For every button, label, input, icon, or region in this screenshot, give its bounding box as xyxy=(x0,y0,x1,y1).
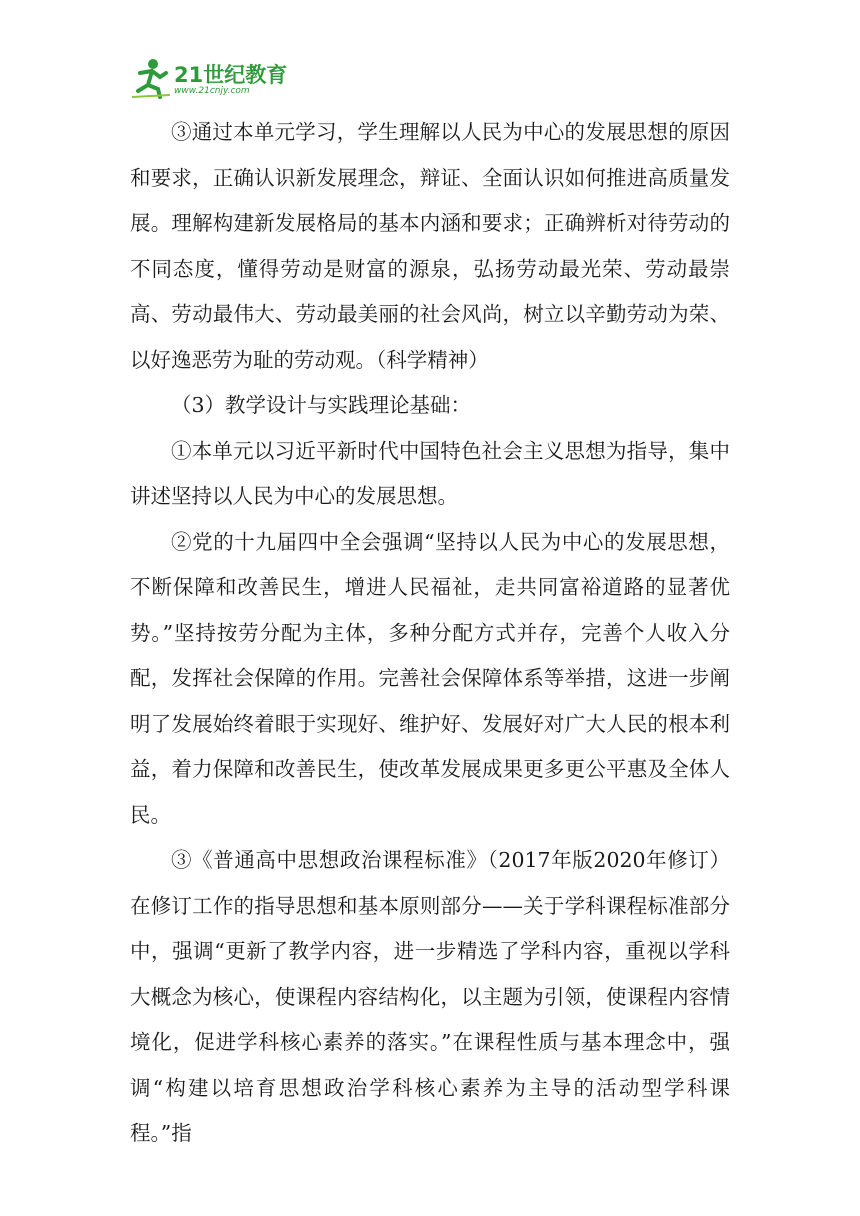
logo xyxy=(130,55,300,101)
paragraph-basis-3: ③《普通高中思想政治课程标准》（2017年版2020年修订）在修订工作的指导思想和基本原则部分——关于学科课程标准部分中，强调“更新了教学内容，进一步精选了学科内容，重视以学科大概念为核心，使课程内容结构化，以主题为引领，使课程内容情境化，促进学科核心素养的落实。”在课程性质与基本理念中，强调“构建以培育思想政治学科核心素养为主导的活动型学科课程。”指 xyxy=(130,848,730,1145)
paragraph-basis-1: ①本单元以习近平新时代中国特色社会主义思想为指导，集中讲述坚持以人民为中心的发展思想。 xyxy=(130,438,730,508)
document-body xyxy=(130,110,730,1157)
logo-url: www.21cnjy.com xyxy=(174,86,250,96)
logo-brand: 21世纪教育 xyxy=(174,63,288,87)
paragraph-basis-2: ②党的十九届四中全会强调“坚持以人民为中心的发展思想，不断保障和改善民生，增进人民福祉，走共同富裕道路的显著优势。”坚持按劳分配为主体，多种分配方式并存，完善个人收入分配，发挥社会保障的作用。完善社会保障体系等举措，这进一步阐明了发展始终着眼于实现好、维护好、发展好对广大人民的根本利益，着力保障和改善民生，使改革发展成果更多更公平惠及全体人民。 xyxy=(130,529,730,827)
section-heading: （3）教学设计与实践理论基础： xyxy=(171,393,472,417)
running-figure-icon xyxy=(130,55,174,101)
paragraph-objective-3: ③通过本单元学习，学生理解以人民为中心的发展思想的原因和要求，正确认识新发展理念，辩证、全面认识如何推进高质量发展。理解构建新发展格局的基本内涵和要求；正确辨析对待劳动的不同态度，懂得劳动是财富的源泉，弘扬劳动最光荣、劳动最崇高、劳动最伟大、劳动最美丽的社会风尚，树立以辛勤劳动为荣、以好逸恶劳为耻的劳动观。（科学精神） xyxy=(130,120,730,372)
